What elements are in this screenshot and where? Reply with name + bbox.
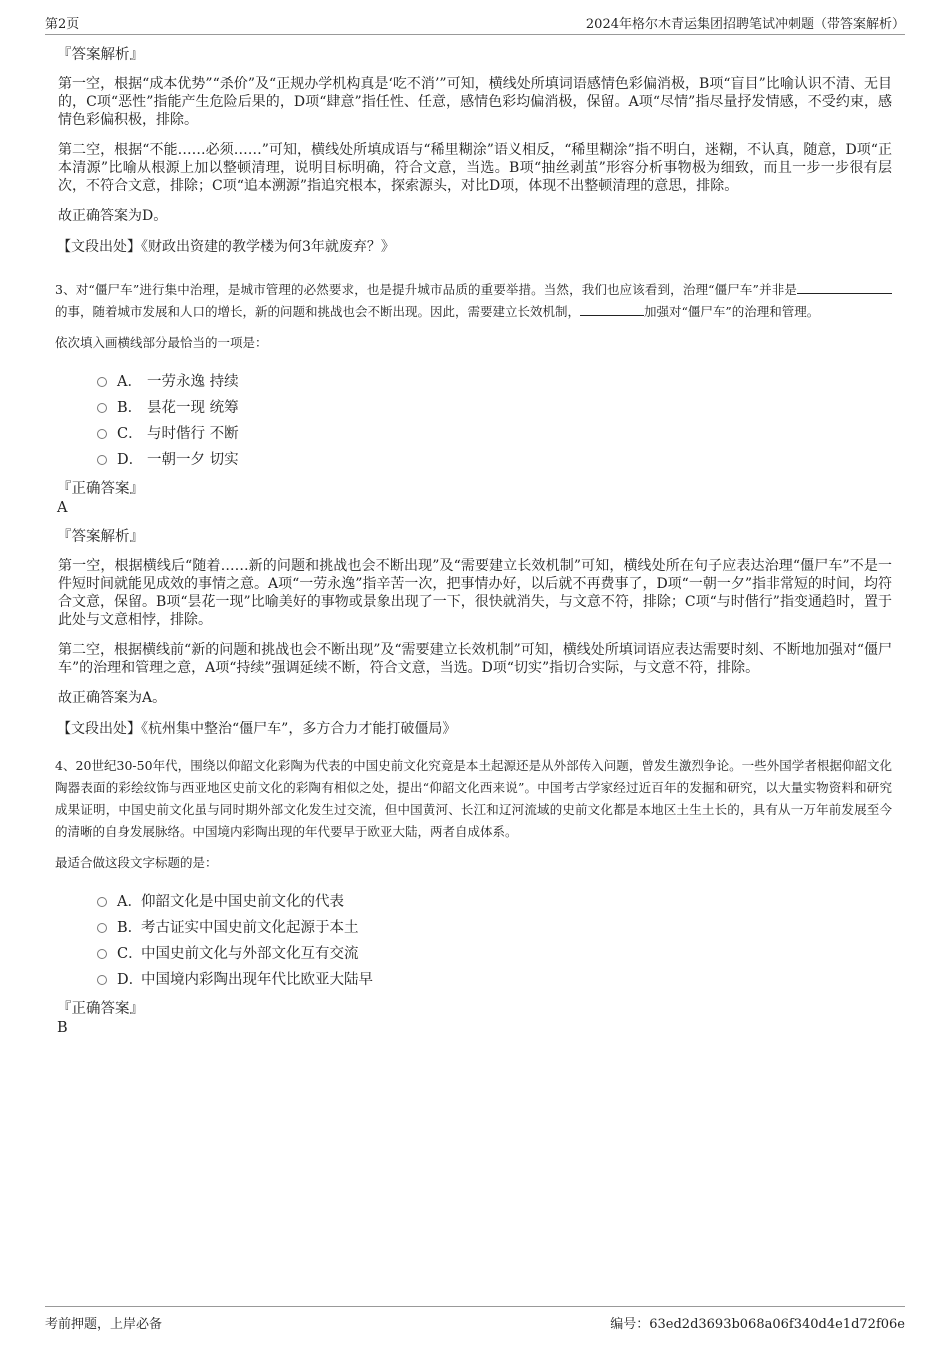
q3-analysis-conclusion: 故正确答案为A。	[58, 690, 167, 706]
option-label: B．	[117, 919, 143, 936]
q3-blank-2	[580, 301, 644, 316]
option-text: 中国境内彩陶出现年代比欧亚大陆早	[141, 971, 373, 988]
q3-answer: A	[57, 500, 68, 516]
q4-option-c[interactable]	[97, 939, 892, 965]
option-label: A．	[117, 373, 142, 390]
page-content	[57, 45, 892, 1047]
q3-stem	[55, 279, 892, 323]
q4-option-d[interactable]	[97, 965, 892, 991]
q3-answer-heading: 『正确答案』	[57, 481, 144, 497]
radio-icon[interactable]	[97, 403, 107, 413]
q3-option-c[interactable]	[97, 419, 892, 445]
option-label: C．	[117, 945, 143, 962]
q2-analysis-conclusion: 故正确答案为D。	[58, 208, 168, 224]
option-label: B．	[117, 399, 143, 416]
q3-analysis-p1: 第一空，根据横线后“随着……新的问题和挑战也会不断出现”及“需要建立长效机制”可知，横线处所在句子应表达治理“僵尸车”不是一件短时间就能见成效的事情之意。A项“一劳永逸”指辛苦一次，把事情办好，以后就不再费事了，D项“一朝一夕”指非常短的时间，均符合文意，保留。B项“昙花一现”比喻美好的事物或景象出现了一下，很快就消失，与文意不符，排除；C项“与时偕行”指变通趋时，置于此处与文意相悖，排除。	[58, 558, 892, 628]
q3-options	[97, 367, 892, 471]
option-text: 仰韶文化是中国史前文化的代表	[141, 893, 344, 910]
q3-analysis-heading: 『答案解析』	[57, 529, 144, 545]
page-number: 第2页	[45, 17, 80, 32]
q3-stem-part1: 3、对“僵尸车”进行集中治理，是城市管理的必然要求，也是提升城市品质的重要举措。当然，我们也应该看到，治理“僵尸车”并非是	[55, 282, 797, 297]
radio-icon[interactable]	[97, 897, 107, 907]
q3-stem-part3: 加强对“僵尸车”的治理和管理。	[644, 304, 820, 319]
option-text: 一劳永逸 持续	[147, 373, 239, 390]
option-label: D．	[117, 451, 144, 468]
option-text: 昙花一现 统筹	[147, 399, 239, 416]
q4-stem: 4、20世纪30-50年代，围绕以仰韶文化彩陶为代表的中国史前文化究竟是本土起源还是从外部传入问题，曾发生激烈争论。一些外国学者根据仰韶文化陶器表面的彩绘纹饰与西亚地区史前文化的彩陶有相似之处，提出“仰韶文化西来说”。中国考古学家经过近百年的发掘和研究，以大量实物资料和研究成果证明，中国史前文化虽与同时期外部文化发生过交流，但中国黄河、长江和辽河流域的史前文化都是本地区土生土长的，具有从一万年前发展至今的清晰的自身发展脉络。中国境内彩陶出现的年代要早于欧亚大陆，两者自成体系。	[55, 758, 892, 839]
radio-icon[interactable]	[97, 975, 107, 985]
q3-analysis-p2: 第二空，根据横线前“新的问题和挑战也会不断出现”及“需要建立长效机制”可知，横线处所填词语应表达需要时刻、不断地加强对“僵尸车”的治理和管理之意，A项“持续”强调延续不断，符合文意，当选。D项“切实”指切合实际，与文意不符，排除。	[58, 642, 892, 676]
q2-analysis-p1: 第一空，根据“成本优势”“杀价”及“正规办学机构真是‘吃不消’”可知，横线处所填词语感情色彩偏消极，B项“盲目”比喻认识不清、无目的，C项“恶性”指能产生危险后果的，D项“肆意”指任性、任意，感情色彩均偏消极，保留。A项“尽情”指尽量抒发情感，不受约束，感情色彩偏积极，排除。	[58, 76, 892, 128]
option-label: D．	[117, 971, 144, 988]
option-label: A．	[117, 893, 142, 910]
option-text: 与时偕行 不断	[147, 425, 239, 442]
q4-prompt: 最适合做这段文字标题的是：	[55, 855, 218, 870]
q3-prompt: 依次填入画横线部分最恰当的一项是：	[55, 335, 268, 350]
radio-icon[interactable]	[97, 949, 107, 959]
q3-source: 【文段出处】《杭州集中整治“僵尸车”，多方合力才能打破僵局》	[57, 721, 457, 737]
document-title: 2024年格尔木青运集团招聘笔试冲刺题（带答案解析）	[585, 17, 905, 32]
q3-option-b[interactable]	[97, 393, 892, 419]
footer-slogan: 考前押题，上岸必备	[45, 1317, 163, 1332]
q4-answer: B	[57, 1020, 68, 1036]
q2-analysis-p2: 第二空，根据“不能……必须……”可知，横线处所填成语与“稀里糊涂”语义相反，“稀里糊涂”指不明白，迷糊，不认真，随意，D项“正本清源”比喻从根源上加以整顿清理，说明目标明确，符合文意，当选。B项“抽丝剥茧”形容分析事物极为细致，而且一步一步很有层次，不符合文意，排除；C项“追本溯源”指追究根本，探索源头，对比D项，体现不出整顿清理的意思，排除。	[58, 142, 892, 194]
q4-option-a[interactable]	[97, 887, 892, 913]
radio-icon[interactable]	[97, 923, 107, 933]
q4-option-b[interactable]	[97, 913, 892, 939]
option-label: C．	[117, 425, 143, 442]
q4-answer-heading: 『正确答案』	[57, 1001, 144, 1017]
radio-icon[interactable]	[97, 377, 107, 387]
option-text: 中国史前文化与外部文化互有交流	[141, 945, 359, 962]
q3-option-a[interactable]	[97, 367, 892, 393]
document-id: 编号：63ed2d3693b068a06f340d4e1d72f06e	[610, 1317, 905, 1332]
radio-icon[interactable]	[97, 429, 107, 439]
radio-icon[interactable]	[97, 455, 107, 465]
option-text: 一朝一夕 切实	[147, 451, 239, 468]
q3-option-d[interactable]	[97, 445, 892, 471]
q3-stem-part2: 的事，随着城市发展和人口的增长，新的问题和挑战也会不断出现。因此，需要建立长效机制，	[55, 304, 581, 319]
page-header	[45, 12, 905, 35]
q3-blank-1	[797, 279, 892, 294]
q2-analysis-heading: 『答案解析』	[57, 47, 144, 63]
q2-source: 【文段出处】《财政出资建的教学楼为何3年就废弃？》	[57, 239, 395, 255]
page-footer	[45, 1306, 905, 1332]
option-text: 考古证实中国史前文化起源于本土	[141, 919, 359, 936]
q4-options	[97, 887, 892, 991]
